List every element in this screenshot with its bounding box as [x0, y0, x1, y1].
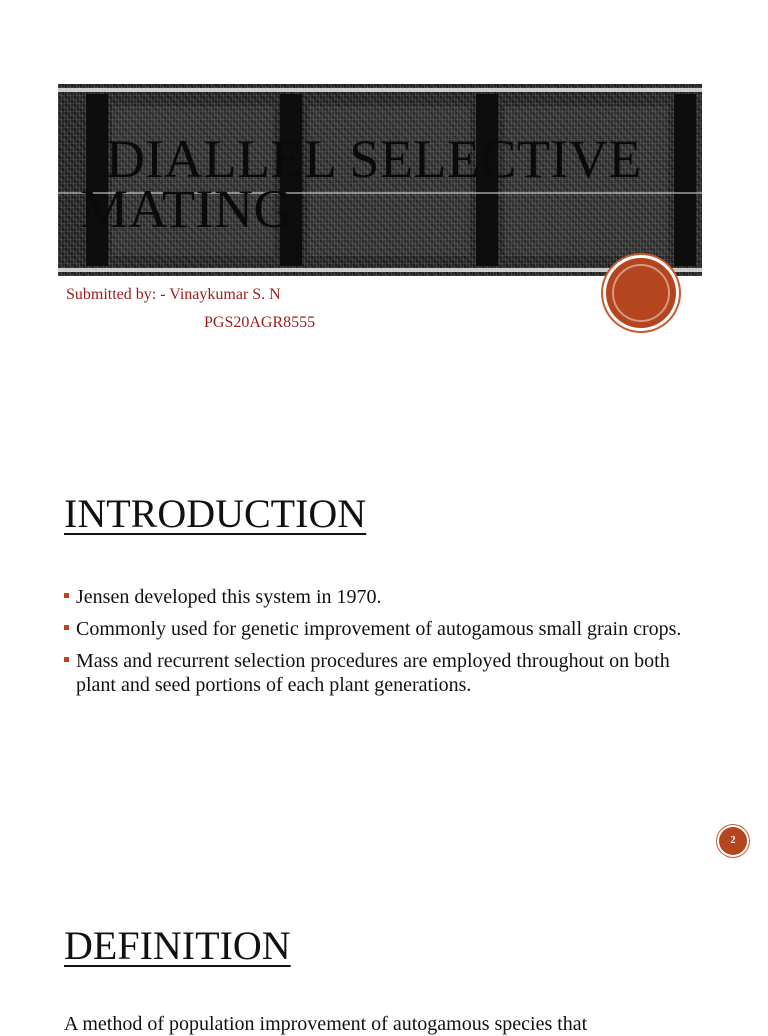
list-item: [64, 585, 714, 609]
bullet-text: Jensen developed this system in 1970.: [76, 586, 382, 608]
page-number-badge: 2: [719, 827, 747, 855]
definition-text: A method of population improvement of autogamous species that: [64, 1013, 588, 1035]
decorative-circle-icon: [606, 258, 676, 328]
bullet-text: Mass and recurrent selection procedures are employed throughout on both plant and seed portions of each plant generations.: [76, 650, 670, 696]
decorative-circle-ring: [612, 264, 670, 322]
bullet-square-icon: [64, 593, 69, 598]
slide-title: [80, 129, 680, 239]
submitted-by-text: Submitted by: - Vinaykumar S. N: [66, 286, 281, 303]
bullet-square-icon: [64, 625, 69, 630]
slide-title-line1: DIALLEL SELECTIVE: [106, 129, 642, 189]
bullet-text: Commonly used for genetic improvement of autogamous small grain crops.: [76, 618, 682, 640]
introduction-heading: INTRODUCTION: [64, 491, 367, 536]
list-item: [64, 649, 714, 697]
introduction-bullet-list: [64, 585, 714, 705]
banner-line: [58, 268, 702, 272]
bullet-square-icon: [64, 657, 69, 662]
definition-heading: DEFINITION: [64, 923, 291, 968]
slide-title-line2: MATING: [80, 179, 293, 239]
list-item: [64, 617, 714, 641]
registration-number: PGS20AGR8555: [204, 314, 316, 331]
banner-line: [58, 88, 702, 92]
